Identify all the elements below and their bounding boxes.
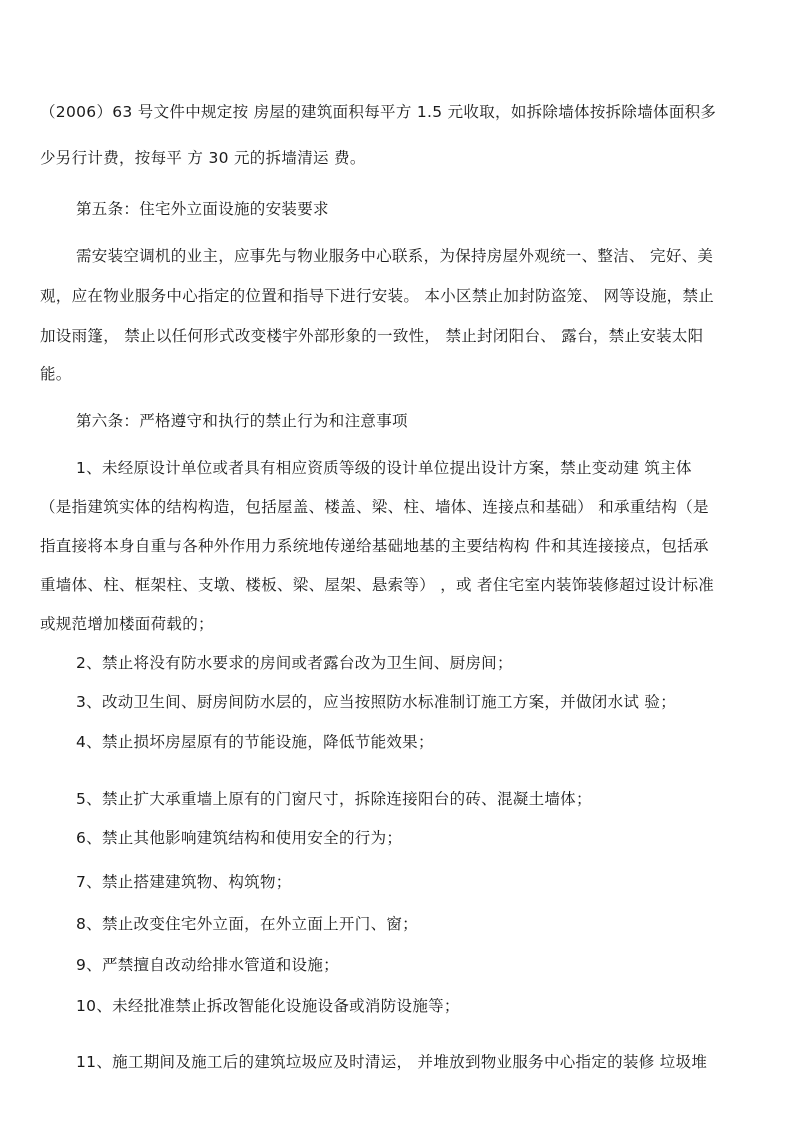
paragraph-line: 观，应在物业服务中心指定的位置和指导下进行安装。 本小区禁止加封防盗笼、 网等设施，禁止 — [40, 287, 715, 305]
list-item-9: 9、严禁擅自改动给排水管道和设施； — [76, 956, 339, 974]
list-item-5: 5、禁止扩大承重墙上原有的门窗尺寸，拆除连接阳台的砖、混凝土墙体； — [76, 790, 592, 808]
list-item-4: 4、禁止损坏房屋原有的节能设施，降低节能效果； — [76, 733, 434, 751]
list-item-10: 10、未经批准禁止拆改智能化设施设备或消防设施等； — [76, 997, 460, 1015]
list-item-7: 7、禁止搭建建筑物、构筑物； — [76, 873, 292, 891]
paragraph-line: 或规范增加楼面荷载的； — [40, 615, 214, 633]
list-item-6: 6、禁止其他影响建筑结构和使用安全的行为； — [76, 829, 403, 847]
paragraph-line: （是指建筑实体的结构构造，包括屋盖、楼盖、梁、柱、墙体、连接点和基础） 和承重结构（是 — [40, 498, 709, 516]
paragraph-line: 能。 — [40, 365, 72, 383]
list-item-11: 11、施工期间及施工后的建筑垃圾应及时清运， 并堆放到物业服务中心指定的装修 垃圾堆 — [76, 1053, 708, 1071]
list-item-8: 8、禁止改变住宅外立面，在外立面上开门、窗； — [76, 915, 418, 933]
paragraph-line: 加设雨篷， 禁止以任何形式改变楼宇外部形象的一致性， 禁止封闭阳台、 露台，禁止安装太阳 — [40, 327, 704, 345]
paragraph-line: 少另行计费，按每平 方 30 元的拆墙清运 费。 — [40, 149, 366, 167]
paragraph-line: 需安装空调机的业主，应事先与物业服务中心联系，为保持房屋外观统一、整洁、 完好、美 — [76, 247, 714, 265]
section-heading-article-5: 第五条：住宅外立面设施的安装要求 — [76, 200, 329, 218]
paragraph-line: 重墙体、柱、框架柱、支墩、楼板、梁、屋架、悬索等） ，或 者住宅室内装饰装修超过设计标准 — [40, 576, 715, 594]
section-heading-article-6: 第六条：严格遵守和执行的禁止行为和注意事项 — [76, 412, 408, 430]
list-item-1: 1、未经原设计单位或者具有相应资质等级的设计单位提出设计方案，禁止变动建 筑主体 — [76, 459, 692, 477]
paragraph-line: （2006）63 号文件中规定按 房屋的建筑面积每平方 1.5 元收取，如拆除墙体按拆除墙体面积多 — [40, 103, 717, 121]
paragraph-line: 指直接将本身自重与各种外作用力系统地传递给基础地基的主要结构构 件和其连接接点，包括承 — [40, 537, 709, 555]
list-item-2: 2、禁止将没有防水要求的房间或者露台改为卫生间、厨房间； — [76, 654, 513, 672]
list-item-3: 3、改动卫生间、厨房间防水层的，应当按照防水标准制订施工方案，并做闭水试 验； — [76, 693, 676, 711]
